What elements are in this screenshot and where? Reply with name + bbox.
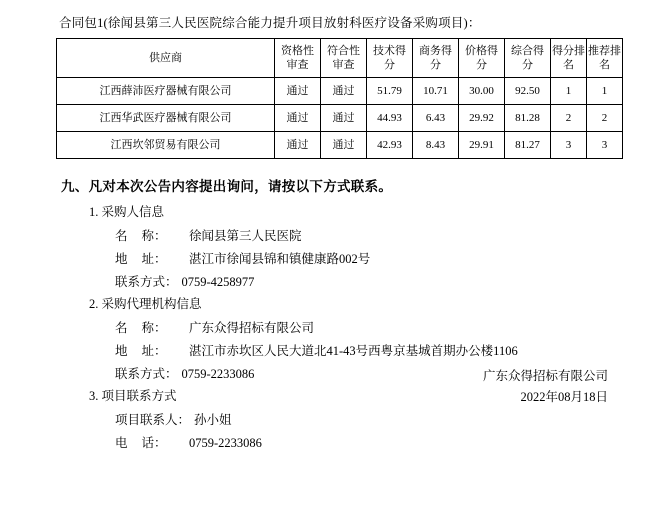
signature-organization: 广东众得招标有限公司 xyxy=(482,369,608,383)
cell-technical: 42.93 xyxy=(367,132,413,159)
field-label-address: 地址： xyxy=(115,344,167,358)
field-project-contact-person xyxy=(115,410,608,430)
cell-technical: 51.79 xyxy=(367,78,413,105)
cell-business: 6.43 xyxy=(413,105,459,132)
field-value-purchaser-contact: 0759-4258977 xyxy=(181,275,255,289)
column-header-qualification: 资格性审查 xyxy=(275,39,321,78)
field-value-project-phone: 0759-2233086 xyxy=(189,436,262,450)
cell-business: 8.43 xyxy=(413,132,459,159)
cell-score-rank: 1 xyxy=(551,78,587,105)
bid-evaluation-table xyxy=(56,38,623,159)
table-body xyxy=(57,78,623,159)
lot-title: 合同包1(徐闻县第三人民医院综合能力提升项目放射科医疗设备采购项目)： xyxy=(59,16,481,30)
cell-recommend-rank: 2 xyxy=(587,105,623,132)
cell-business: 10.71 xyxy=(413,78,459,105)
group-title-agency: 2. 采购代理机构信息 xyxy=(89,297,202,311)
section-heading-nine: 九、凡对本次公告内容提出询问，请按以下方式联系。 xyxy=(61,179,393,194)
field-purchaser-address xyxy=(115,249,608,269)
cell-qualification: 通过 xyxy=(275,78,321,105)
cell-technical: 44.93 xyxy=(367,105,413,132)
cell-conformity: 通过 xyxy=(321,132,367,159)
column-header-recommend-rank: 推荐排名 xyxy=(587,39,623,78)
table-row xyxy=(57,78,623,105)
column-header-price: 价格得分 xyxy=(459,39,505,78)
field-label-phone: 电话： xyxy=(115,436,167,450)
cell-score-rank: 3 xyxy=(551,132,587,159)
table-header-row xyxy=(57,39,623,78)
cell-supplier: 江西华武医疗器械有限公司 xyxy=(57,105,275,132)
cell-total: 81.28 xyxy=(505,105,551,132)
cell-recommend-rank: 1 xyxy=(587,78,623,105)
signature-date: 2022年08月18日 xyxy=(520,390,608,404)
cell-conformity: 通过 xyxy=(321,105,367,132)
column-header-business: 商务得分 xyxy=(413,39,459,78)
field-project-phone xyxy=(115,433,608,453)
table-row xyxy=(57,132,623,159)
column-header-score-rank: 得分排名 xyxy=(551,39,587,78)
field-value-agency-name: 广东众得招标有限公司 xyxy=(189,321,315,335)
cell-recommend-rank: 3 xyxy=(587,132,623,159)
cell-qualification: 通过 xyxy=(275,132,321,159)
column-header-total: 综合得分 xyxy=(505,39,551,78)
signature-block xyxy=(483,366,608,408)
field-value-agency-contact: 0759-2233086 xyxy=(181,367,255,381)
column-header-conformity: 符合性审查 xyxy=(321,39,367,78)
field-value-purchaser-name: 徐闻县第三人民医院 xyxy=(189,229,302,243)
field-value-contact-person: 孙小姐 xyxy=(194,413,232,427)
cell-supplier: 江西薛沛医疗器械有限公司 xyxy=(57,78,275,105)
column-header-technical: 技术得分 xyxy=(367,39,413,78)
cell-total: 92.50 xyxy=(505,78,551,105)
field-value-agency-address: 湛江市赤坎区人民大道北41-43号西粤京基城首期办公楼1106 xyxy=(189,344,518,358)
cell-conformity: 通过 xyxy=(321,78,367,105)
cell-qualification: 通过 xyxy=(275,105,321,132)
table-header xyxy=(57,39,623,78)
table-row xyxy=(57,105,623,132)
field-value-purchaser-address: 湛江市徐闻县锦和镇健康路002号 xyxy=(189,252,371,266)
cell-price: 29.91 xyxy=(459,132,505,159)
field-label-name: 名称： xyxy=(115,229,167,243)
group-title-purchaser: 1. 采购人信息 xyxy=(89,205,165,219)
cell-supplier: 江西坎邻贸易有限公司 xyxy=(57,132,275,159)
field-agency-name xyxy=(115,318,608,338)
cell-total: 81.27 xyxy=(505,132,551,159)
field-label-contact: 联系方式： xyxy=(115,275,178,289)
field-label-address: 地址： xyxy=(115,252,167,266)
field-label-contact-person: 项目联系人： xyxy=(115,413,191,427)
field-agency-address xyxy=(115,341,608,361)
field-purchaser-name xyxy=(115,226,608,246)
group-title-project-contact: 3. 项目联系方式 xyxy=(89,389,177,403)
field-label-contact: 联系方式： xyxy=(115,367,178,381)
cell-price: 30.00 xyxy=(459,78,505,105)
cell-score-rank: 2 xyxy=(551,105,587,132)
column-header-supplier: 供应商 xyxy=(57,39,275,78)
field-purchaser-contact xyxy=(115,272,608,292)
cell-price: 29.92 xyxy=(459,105,505,132)
field-label-name: 名称： xyxy=(115,321,167,335)
